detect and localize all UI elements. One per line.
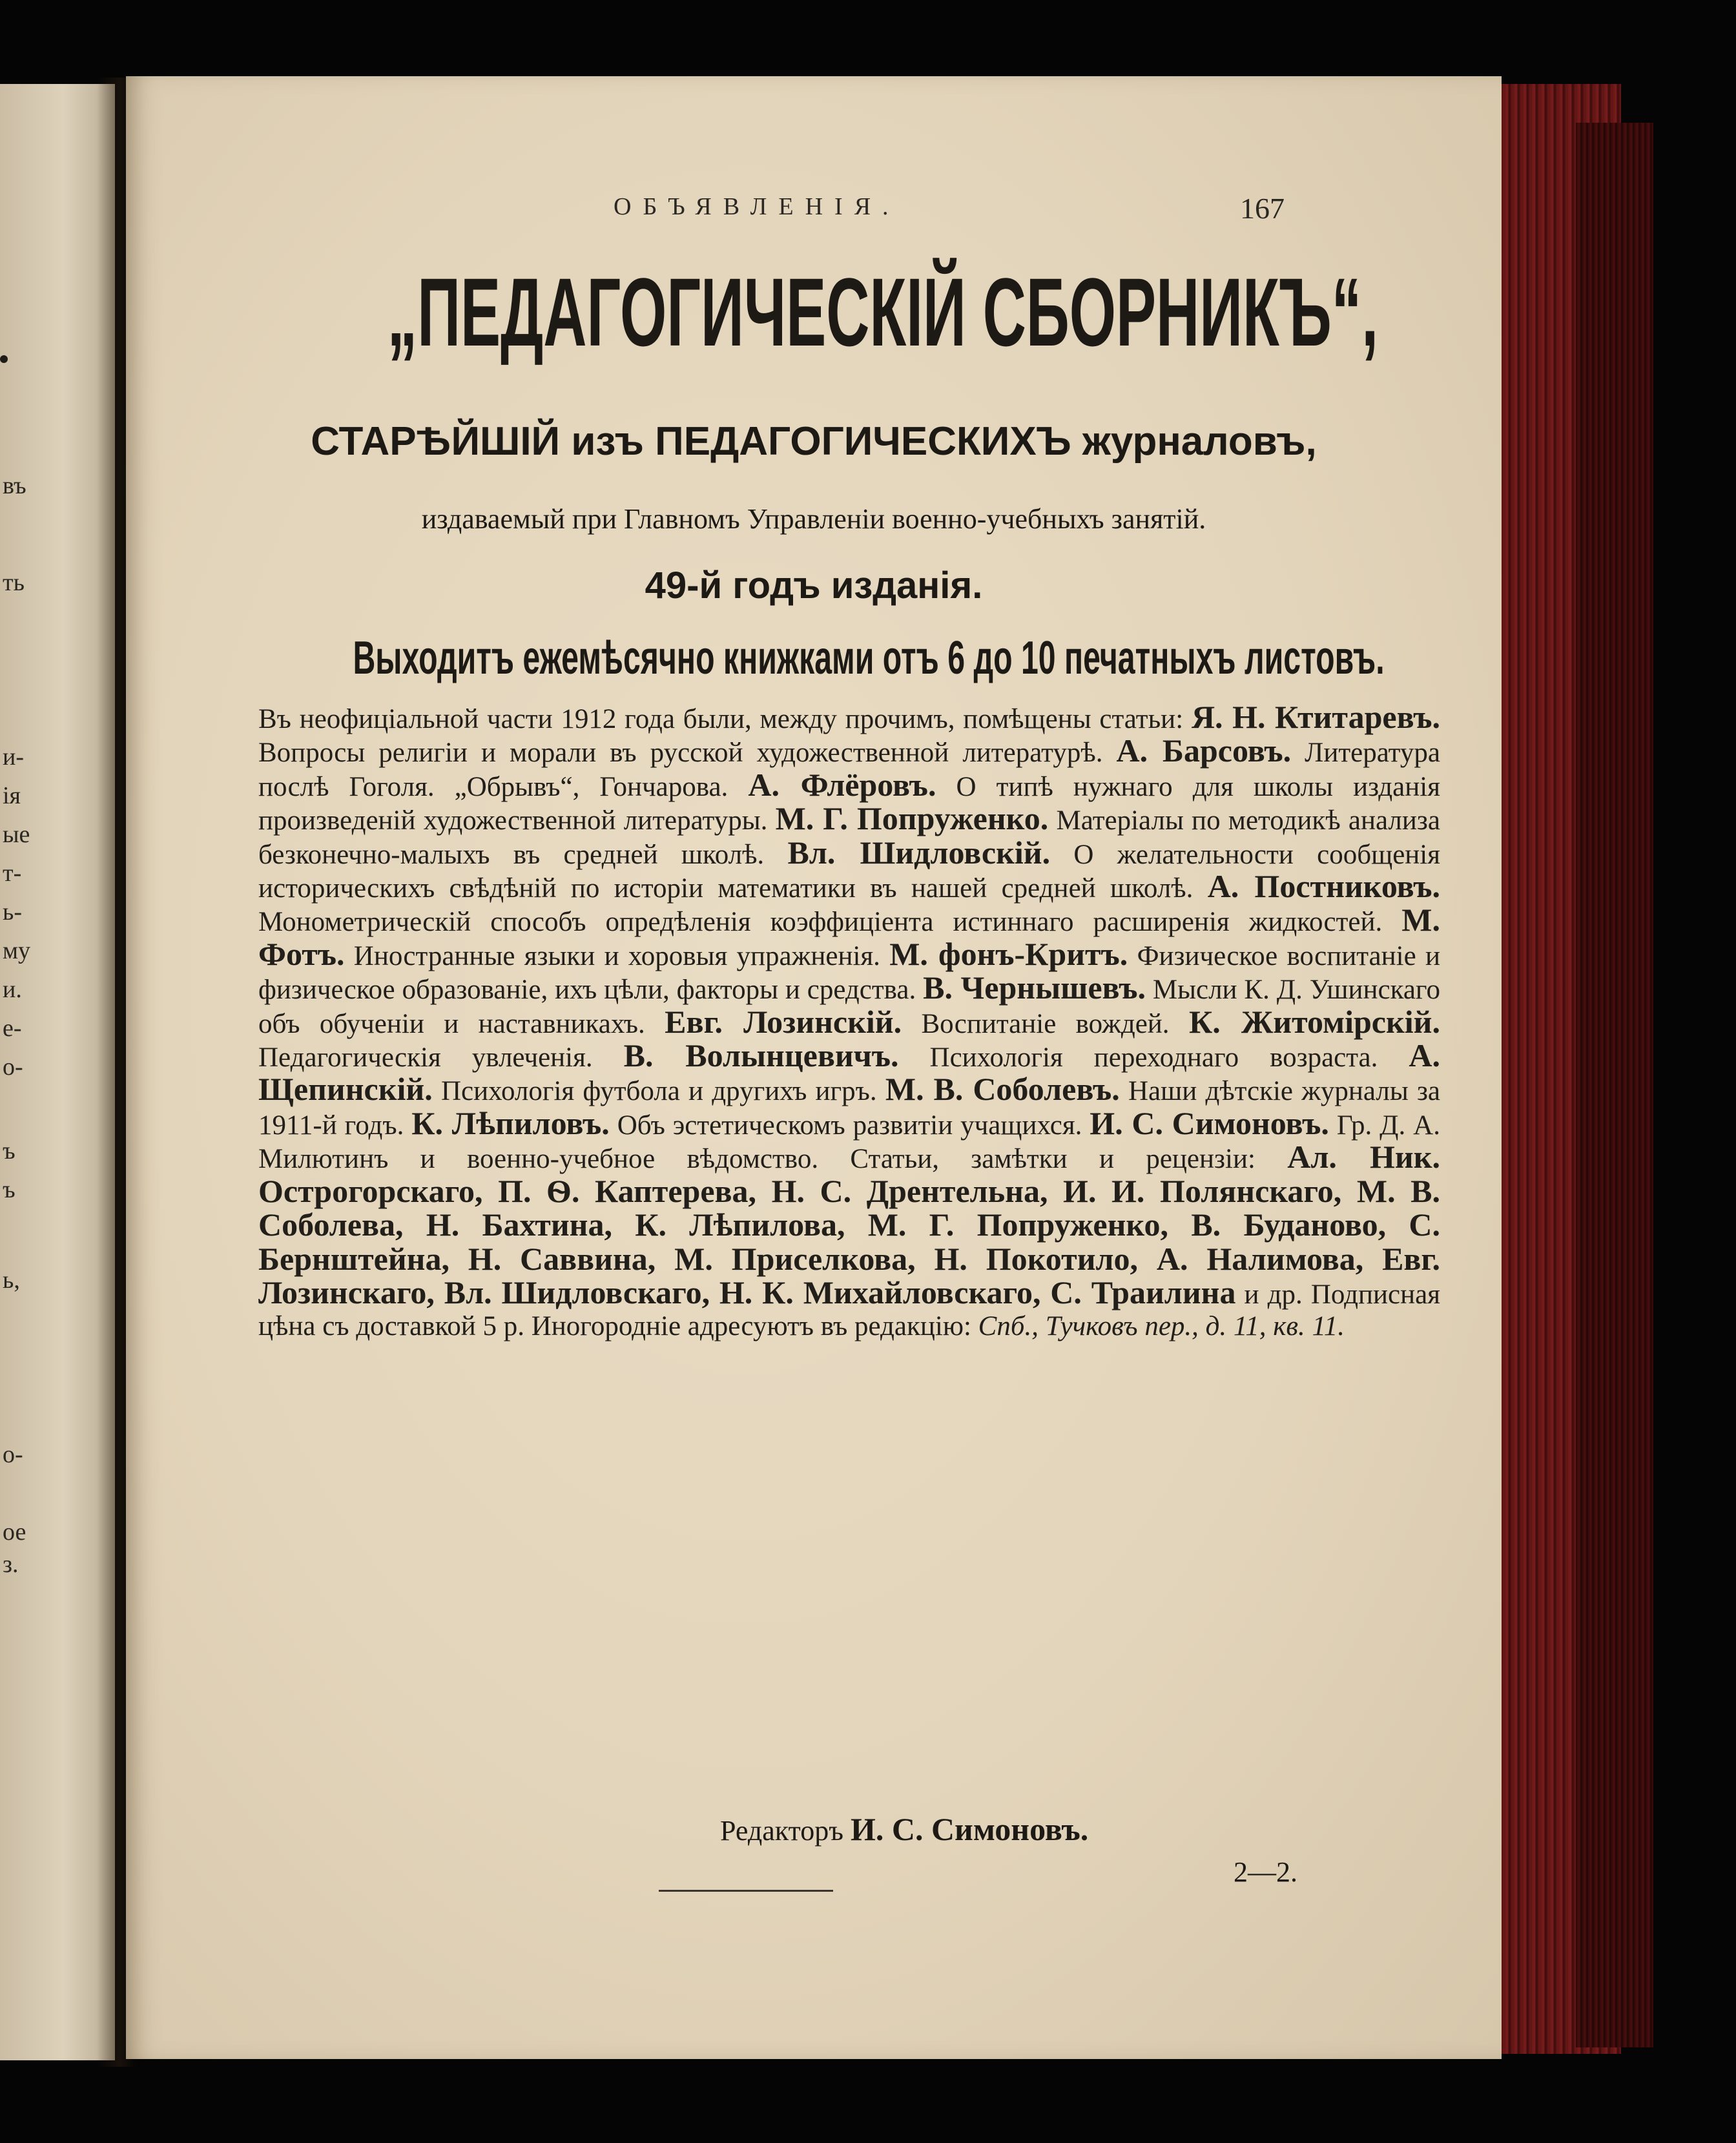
author-name: В. Чернышевъ. xyxy=(923,969,1146,1006)
frequency-line: Выходитъ ежемѣсячно книжками отъ 6 до 10 печатныхъ листовъ. xyxy=(353,632,1385,684)
author-name: В. Волынцевичъ. xyxy=(623,1037,899,1074)
address: Спб., Тучковъ пер., д. 11, кв. 11. xyxy=(978,1311,1345,1342)
left-page-fragment: и- xyxy=(3,743,24,771)
body-run: Объ эстетическомъ развитіи учащихся. xyxy=(609,1110,1090,1141)
author-name: Вл. Шидловскій. xyxy=(787,834,1051,871)
body-run: Психологія переходнаго возраста. xyxy=(898,1042,1409,1073)
page-number: 167 xyxy=(1240,192,1285,225)
running-head: ОБЪЯВЛЕНІЯ. xyxy=(614,193,900,220)
author-name: М. фонъ-Критъ. xyxy=(889,935,1128,972)
body-run: О желательности сообщенія историческихъ свѣдѣній по исторіи математики въ нашей средней школѣ. xyxy=(258,839,1441,904)
body-run: Въ неофиціальной части 1912 года были, между прочимъ, помѣщены статьи: xyxy=(258,704,1192,734)
left-page-fragment: му xyxy=(3,937,31,964)
left-page-fragment: ть xyxy=(3,569,25,596)
left-page-fragment: ые xyxy=(3,821,30,848)
author-name: А. Постниковъ. xyxy=(1207,868,1440,905)
body-run: Вопросы религіи и морали въ русской художественной литературѣ. xyxy=(258,738,1117,769)
body-run: Физическое воспитаніе и физическое образованіе, ихъ цѣли, факторы и средства. xyxy=(258,940,1440,1006)
publication-year: 49-й годъ изданія. xyxy=(645,564,983,606)
contents-paragraph xyxy=(258,701,1440,1343)
left-page-fragment: ія xyxy=(3,782,21,809)
journal-subtitle: СТАРѢЙШІЙ изъ ПЕДАГОГИЧЕСКИХЪ журналовъ, xyxy=(311,419,1317,464)
editor-line xyxy=(720,1810,1088,1848)
author-name: И. С. Симоновъ. xyxy=(1090,1104,1329,1141)
body-run: Иностранные языки и хоровыя упражненія. xyxy=(344,940,890,971)
left-page-fragment: въ xyxy=(3,472,26,499)
body-run: Мысли К. Д. Ушинскаго объ обученіи и наставникахъ. xyxy=(258,975,1440,1039)
book-edge-shadow xyxy=(1576,123,1653,2047)
author-name: К. Житомірскій. xyxy=(1188,1003,1440,1040)
left-page-fragment: ь- xyxy=(3,898,22,926)
body-run: Педагогическія увлеченія. xyxy=(258,1042,624,1073)
body-run: Монометрическій способъ опредѣленія коэффиціента истиннаго расширенія жидкостей. xyxy=(258,907,1402,938)
author-name: М. Г. Попруженко. xyxy=(775,800,1049,837)
body-run: Матеріалы по методикѣ анализа безконечно-малыхъ въ средней школѣ. xyxy=(258,805,1440,870)
author-name: К. Лѣпиловъ. xyxy=(411,1104,610,1141)
left-page-fragment: ъ xyxy=(3,1176,16,1203)
left-page-fragment: з. xyxy=(3,1551,19,1578)
author-name: М. В. Соболевъ. xyxy=(885,1071,1120,1108)
author-name: Я. Н. Ктитаревъ. xyxy=(1191,699,1440,735)
author-name: Ал. Ник. Острогорскаго, П. Ѳ. Каптерева, Н. С. Дрентельна, И. И. Полянскаго, М. В. Соболева, Н. Бахтина, К. Лѣпилова, М. Г. Попруженко, В. Буданово, С. Бернштейна, Н. Саввина, М. Приселкова, Н. Покотило, А. Налимова, Евг. Лозинскаго, Вл. Шидловскаго, Н. К. Михайловскаго, С. Траилина xyxy=(258,1139,1441,1310)
left-page-fragment: ь, xyxy=(3,1267,20,1294)
body-run: Психологія футбола и другихъ игръ. xyxy=(432,1076,885,1107)
author-name: А. Барсовъ. xyxy=(1116,732,1292,769)
publisher-line: издаваемый при Главномъ Управленіи военно-учебныхъ занятій. xyxy=(421,503,1206,535)
left-page-fragment: ъ xyxy=(3,1137,16,1165)
left-page-fragment: о- xyxy=(3,1053,23,1081)
left-page-fragment: о- xyxy=(3,1441,23,1468)
body-run: Гр. Д. А. Милютинъ и военно-учебное вѣдомство. Статьи, замѣтки и рецензіи: xyxy=(258,1110,1440,1175)
left-page-fragment: и. xyxy=(3,976,22,1003)
issue-mark: 2—2. xyxy=(1234,1856,1297,1888)
author-name: М. Фотъ. xyxy=(258,902,1440,972)
body-run: Воспитаніе вождей. xyxy=(902,1008,1189,1039)
body-run: и др. Подписная цѣна съ доставкой 5 р. Иногородніе адресуютъ въ редакцію: xyxy=(258,1279,1440,1342)
editor-name: И. С. Симоновъ. xyxy=(850,1811,1089,1847)
divider-rule xyxy=(659,1890,833,1892)
left-page-fragment: т- xyxy=(3,860,22,887)
ink-dot xyxy=(0,355,8,363)
editor-label: Редакторъ xyxy=(720,1815,843,1847)
current-page xyxy=(126,76,1502,2059)
left-page-fragment: е- xyxy=(3,1015,22,1042)
body-run: Наши дѣтскіе журналы за 1911-й годъ. xyxy=(258,1076,1441,1141)
left-page-fragment: ое xyxy=(3,1518,26,1546)
author-name: А. Флёровъ. xyxy=(748,766,936,803)
journal-title: „ПЕДАГОГИЧЕСКІЙ СБОРНИКЪ“, xyxy=(387,258,1379,366)
author-name: Евг. Лозинскій. xyxy=(665,1003,902,1040)
body-run: Литература послѣ Гоголя. „Обрывъ“, Гончарова. xyxy=(258,738,1440,802)
body-run: О типѣ нужнаго для школы изданія произведеній художественной литературы. xyxy=(258,771,1441,836)
author-name: А. Щепинскій. xyxy=(258,1037,1440,1108)
